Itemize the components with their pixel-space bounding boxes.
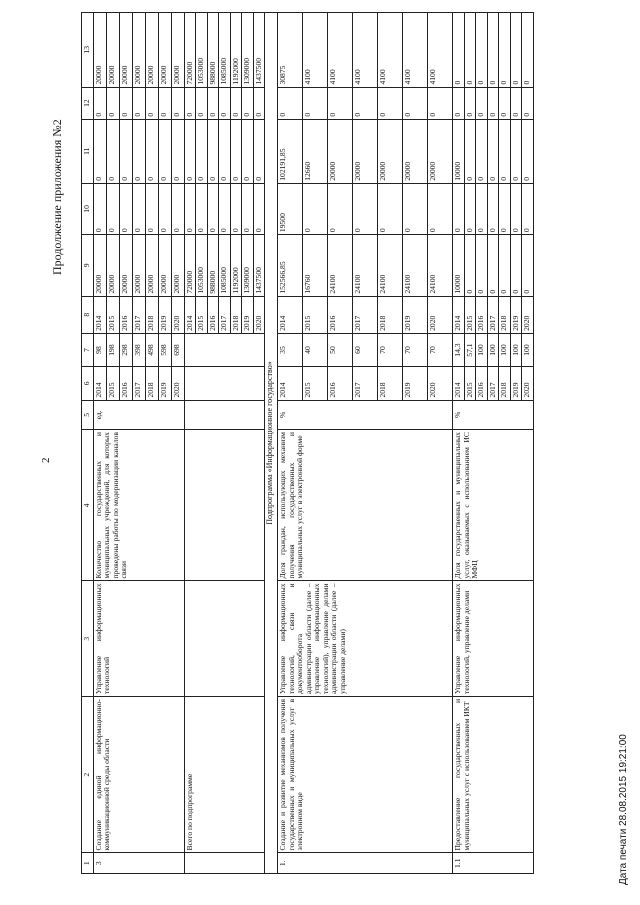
funding-other: 4100 [378,13,403,88]
indicator-value: 70 [428,333,453,366]
funding-regional: 0 [522,119,534,183]
indicator-value: 100 [522,333,534,366]
indicator-value: 698 [171,333,184,366]
total-empty [184,430,265,581]
column-number: 10 [82,183,94,234]
funding-local: 0 [428,87,453,119]
funding-year: 2015 [464,296,476,333]
funding-local: 0 [145,87,158,119]
total-empty [184,333,265,366]
indicator-year: 2018 [499,367,511,400]
funding-federal: 0 [453,183,465,234]
funding-federal: 0 [303,183,328,234]
funding-federal: 0 [145,183,158,234]
funding-federal: 0 [487,183,499,234]
funding-other: 4100 [303,13,328,88]
funding-other: 1437500 [253,13,265,88]
funding-regional: 0 [464,119,476,183]
indicator-year: 2019 [158,367,171,400]
funding-local: 0 [328,87,353,119]
funding-regional: 0 [158,119,171,183]
funding-year: 2016 [119,296,132,333]
indicator-value: 57,1 [464,333,476,366]
funding-regional: 102191,85 [278,119,303,183]
funding-local: 0 [353,87,378,119]
column-number: 13 [82,13,94,88]
indicator-value: 100 [510,333,522,366]
total-empty [184,367,265,400]
row-1-unit: % [278,400,453,430]
funding-year: 2020 [522,296,534,333]
funding-total: 10000 [453,235,465,297]
funding-year: 2018 [499,296,511,333]
row-1-1-measure-name: Предоставление государственных и муниципальных услуг с использованием ИКТ [453,696,534,853]
funding-local: 0 [303,87,328,119]
column-number: 12 [82,87,94,119]
indicator-year: 2017 [353,367,378,400]
indicator-value: 100 [476,333,488,366]
funding-year: 2016 [328,296,353,333]
indicator-value: 14,3 [453,333,465,366]
funding-year: 2020 [428,296,453,333]
funding-local: 0 [119,87,132,119]
funding-federal: 0 [328,183,353,234]
funding-regional: 0 [132,119,145,183]
funding-federal: 19500 [278,183,303,234]
indicator-value: 598 [158,333,171,366]
funding-other: 20000 [106,13,119,88]
indicator-value: 100 [499,333,511,366]
indicator-value: 35 [278,333,303,366]
funding-local: 0 [184,87,196,119]
funding-federal: 0 [499,183,511,234]
funding-total: 0 [510,235,522,297]
indicator-year: 2017 [487,367,499,400]
row-3-number: 3 [93,853,184,874]
table-body [82,13,534,874]
funding-other: 988000 [207,13,219,88]
funding-total: 20000 [171,235,184,297]
funding-year: 2018 [145,296,158,333]
funding-regional: 20000 [428,119,453,183]
funding-other: 1309000 [242,13,254,88]
funding-federal: 0 [378,183,403,234]
funding-local: 0 [253,87,265,119]
funding-total: 1437500 [253,235,265,297]
funding-total: 0 [499,235,511,297]
funding-year: 2017 [132,296,145,333]
funding-year: 2020 [171,296,184,333]
funding-year: 2015 [303,296,328,333]
funding-total: 24100 [403,235,428,297]
funding-regional: 0 [106,119,119,183]
indicator-year: 2020 [522,367,534,400]
funding-federal: 0 [464,183,476,234]
funding-total: 20000 [106,235,119,297]
total-empty [184,853,265,874]
funding-other: 20000 [119,13,132,88]
funding-federal: 0 [219,183,231,234]
indicator-year: 2019 [403,367,428,400]
funding-year: 2018 [378,296,403,333]
funding-federal: 0 [230,183,242,234]
funding-year: 2014 [278,296,303,333]
funding-other: 1192000 [230,13,242,88]
funding-regional: 0 [487,119,499,183]
indicator-year: 2020 [428,367,453,400]
subprogram-title: Подпрограмма «Информационное государство» [265,13,278,874]
row-3-measure-name: Создание единой информационно-коммуникационной среды области [93,696,184,853]
funding-regional: 0 [499,119,511,183]
funding-total: 20000 [119,235,132,297]
indicator-value: 50 [328,333,353,366]
indicator-value: 398 [132,333,145,366]
funding-total: 0 [522,235,534,297]
funding-year: 2014 [453,296,465,333]
funding-other: 720000 [184,13,196,88]
funding-year: 2019 [510,296,522,333]
funding-local: 0 [230,87,242,119]
funding-regional: 0 [184,119,196,183]
column-number: 8 [82,296,94,333]
indicator-value: 498 [145,333,158,366]
funding-local: 0 [464,87,476,119]
funding-other: 20000 [145,13,158,88]
funding-local: 0 [242,87,254,119]
funding-regional: 0 [207,119,219,183]
funding-year: 2019 [242,296,254,333]
funding-total: 152566,85 [278,235,303,297]
row-1-executor: Управление информационных технологий, связи и документооборота администрации области (далее – управление информационных технологий), управление делами администрации области (далее – управление делами) [278,581,453,696]
funding-federal: 0 [132,183,145,234]
funding-federal: 0 [253,183,265,234]
funding-regional: 0 [242,119,254,183]
funding-year: 2014 [184,296,196,333]
funding-federal: 0 [522,183,534,234]
funding-total: 1192000 [230,235,242,297]
indicator-value: 198 [106,333,119,366]
row-3-indicator: Количество государственных и муниципальных учреждений, для которых проведены работы по модернизации каналов связи [93,430,184,581]
row-3-executor: Управление информационных технологий [93,581,184,696]
funding-total: 20000 [145,235,158,297]
funding-local: 0 [278,87,303,119]
funding-total: 16760 [303,235,328,297]
row-1-1-year-row [453,13,465,874]
funding-local: 0 [207,87,219,119]
funding-other: 1085000 [219,13,231,88]
continuation-heading: Продолжение приложения №2 [50,119,64,275]
indicator-year: 2014 [278,367,303,400]
funding-local: 0 [158,87,171,119]
funding-regional: 0 [476,119,488,183]
funding-year: 2017 [487,296,499,333]
column-number: 11 [82,119,94,183]
funding-year: 2018 [230,296,242,333]
funding-federal: 0 [353,183,378,234]
funding-local: 0 [93,87,106,119]
funding-year: 2015 [196,296,208,333]
row-1-1-number: 1.1 [453,853,534,874]
funding-year: 2020 [253,296,265,333]
funding-federal: 0 [403,183,428,234]
funding-total: 988000 [207,235,219,297]
indicator-year: 2018 [145,367,158,400]
funding-local: 0 [487,87,499,119]
indicator-year: 2019 [510,367,522,400]
funding-federal: 0 [119,183,132,234]
funding-regional: 0 [253,119,265,183]
funding-year: 2017 [353,296,378,333]
funding-local: 0 [499,87,511,119]
funding-local: 0 [132,87,145,119]
funding-total: 20000 [158,235,171,297]
funding-total: 20000 [132,235,145,297]
total-empty [184,581,265,696]
indicator-value: 298 [119,333,132,366]
funding-other: 0 [476,13,488,88]
funding-other: 4100 [403,13,428,88]
funding-other: 0 [464,13,476,88]
subprogram-row [265,13,278,874]
funding-total: 0 [487,235,499,297]
indicator-year: 2015 [303,367,328,400]
indicator-year: 2018 [378,367,403,400]
indicator-value: 60 [353,333,378,366]
funding-federal: 0 [106,183,119,234]
funding-other: 4100 [328,13,353,88]
indicator-year: 2017 [132,367,145,400]
funding-total: 0 [464,235,476,297]
indicator-value: 70 [378,333,403,366]
funding-other: 30875 [278,13,303,88]
funding-regional: 20000 [353,119,378,183]
funding-other: 0 [487,13,499,88]
funding-federal: 0 [242,183,254,234]
funding-other: 20000 [158,13,171,88]
column-number: 3 [82,581,94,696]
column-number: 1 [82,853,94,874]
total-label: Всего по подпрограмме [184,696,265,853]
funding-total: 24100 [328,235,353,297]
funding-federal: 0 [510,183,522,234]
funding-federal: 0 [158,183,171,234]
row-1-1-indicator: Доля государственных и муниципальных услуг, оказываемых с использованием ИС МФЦ [453,430,534,581]
total-year-row [184,13,196,874]
funding-regional: 0 [510,119,522,183]
funding-regional: 20000 [328,119,353,183]
indicator-value: 100 [487,333,499,366]
funding-year: 2016 [476,296,488,333]
indicator-value: 98 [93,333,106,366]
funding-local: 0 [196,87,208,119]
funding-local: 0 [106,87,119,119]
indicator-year: 2016 [119,367,132,400]
funding-year: 2019 [403,296,428,333]
funding-regional: 20000 [378,119,403,183]
funding-federal: 0 [196,183,208,234]
funding-local: 0 [510,87,522,119]
funding-other: 0 [522,13,534,88]
funding-local: 0 [219,87,231,119]
funding-total: 1053000 [196,235,208,297]
funding-total: 720000 [184,235,196,297]
funding-other: 1053000 [196,13,208,88]
program-table [81,12,534,874]
funding-other: 20000 [171,13,184,88]
funding-federal: 0 [476,183,488,234]
funding-other: 0 [499,13,511,88]
funding-total: 0 [476,235,488,297]
row-3-year-row [93,13,106,874]
funding-total: 24100 [428,235,453,297]
funding-total: 24100 [378,235,403,297]
funding-local: 0 [171,87,184,119]
funding-local: 0 [522,87,534,119]
column-number: 9 [82,235,94,297]
funding-total: 1309000 [242,235,254,297]
column-number: 4 [82,430,94,581]
funding-other: 0 [453,13,465,88]
funding-federal: 0 [184,183,196,234]
column-number: 6 [82,367,94,400]
column-number: 7 [82,333,94,366]
total-empty [184,400,265,430]
funding-other: 4100 [428,13,453,88]
funding-regional: 0 [93,119,106,183]
indicator-year: 2016 [328,367,353,400]
indicator-value: 70 [403,333,428,366]
funding-local: 0 [403,87,428,119]
funding-federal: 0 [428,183,453,234]
column-number: 2 [82,696,94,853]
indicator-year: 2014 [93,367,106,400]
funding-total: 20000 [93,235,106,297]
funding-federal: 0 [207,183,219,234]
funding-local: 0 [453,87,465,119]
header-row [82,13,94,874]
funding-regional: 20000 [403,119,428,183]
funding-total: 24100 [353,235,378,297]
funding-year: 2019 [158,296,171,333]
funding-year: 2014 [93,296,106,333]
row-3-unit: ед. [93,400,184,430]
funding-other: 4100 [353,13,378,88]
funding-regional: 0 [219,119,231,183]
row-1-number: 1. [278,853,453,874]
funding-regional: 12660 [303,119,328,183]
funding-year: 2016 [207,296,219,333]
funding-other: 20000 [132,13,145,88]
funding-local: 0 [476,87,488,119]
row-1-1-unit: % [453,400,534,430]
column-number: 5 [82,400,94,430]
funding-regional: 0 [145,119,158,183]
row-1-1-executor: Управление информационных технологий, управление делами [453,581,534,696]
funding-federal: 0 [93,183,106,234]
row-1-measure-name: Создание и развитие механизмов получения государственных и муниципальных услуг в электронном виде [278,696,453,853]
row-1-year-row [278,13,303,874]
indicator-value: 40 [303,333,328,366]
funding-regional: 0 [171,119,184,183]
funding-year: 2015 [106,296,119,333]
page-number: 2 [40,457,52,463]
indicator-year: 2015 [106,367,119,400]
funding-other: 0 [510,13,522,88]
print-date: Дата печати 28.08.2015 19:21:00 [618,734,629,885]
indicator-year: 2014 [453,367,465,400]
row-1-indicator: Доля граждан, использующих механизм получения государственных и муниципальных услуг в электронной форме [278,430,453,581]
funding-regional: 0 [230,119,242,183]
indicator-year: 2020 [171,367,184,400]
funding-other: 20000 [93,13,106,88]
funding-federal: 0 [171,183,184,234]
funding-regional: 0 [196,119,208,183]
funding-year: 2017 [219,296,231,333]
funding-total: 1085000 [219,235,231,297]
funding-regional: 0 [119,119,132,183]
funding-regional: 10000 [453,119,465,183]
indicator-year: 2016 [476,367,488,400]
indicator-year: 2015 [464,367,476,400]
funding-local: 0 [378,87,403,119]
